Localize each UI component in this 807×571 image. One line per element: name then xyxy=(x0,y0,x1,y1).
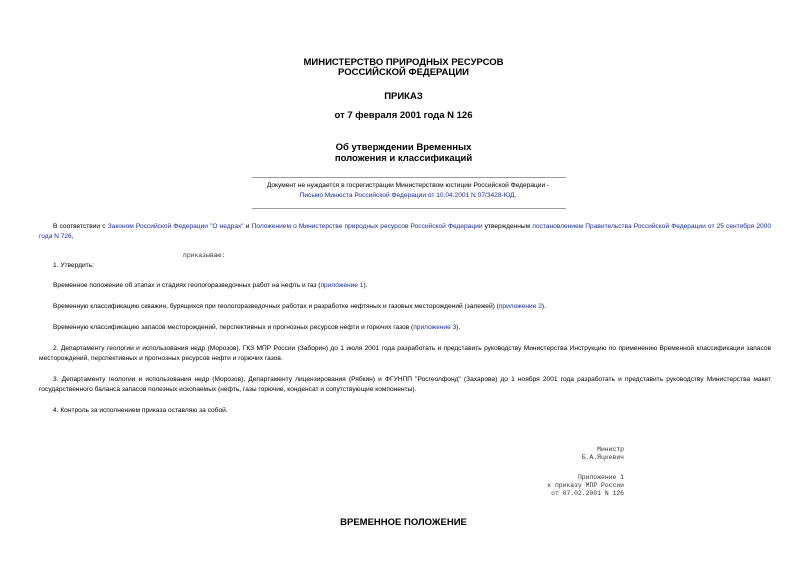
preamble-text-2: и xyxy=(243,223,252,230)
approve-item-3 xyxy=(53,323,460,333)
approve-item-2 xyxy=(53,302,546,312)
approve-item-1 xyxy=(53,281,368,291)
item-1-approve: 1. Утвердить: xyxy=(53,262,94,269)
preamble-text-1: В соответствии с xyxy=(53,223,108,230)
document-title-line1: Об утверждении Временных xyxy=(335,142,472,153)
approve-item-2-end: ). xyxy=(541,303,546,310)
ministry-title-line2: РОССИЙСКОЙ ФЕДЕРАЦИИ xyxy=(337,67,469,78)
signature-position: Министр xyxy=(597,446,624,453)
preamble-text-4: , xyxy=(71,233,74,240)
document-title-line2: положения и классификаций xyxy=(334,153,473,164)
preamble-text-3: утвержденным xyxy=(482,223,533,230)
appendix-ref-line3: от 07.02.2001 N 126 xyxy=(551,490,624,497)
ministry-title-line1: МИНИСТЕРСТВО ПРИРОДНЫХ РЕСУРСОВ xyxy=(303,57,504,68)
appendix-2-link[interactable]: приложение 2 xyxy=(498,303,542,310)
registration-letter-link[interactable]: Письмо Минюста Российской Федерации от 10.04.2001 N 07/3428-ЮД. xyxy=(299,192,517,199)
appendix-ref-line2: к приказу МПР России xyxy=(547,482,624,489)
appendix-3-link[interactable]: приложение 3 xyxy=(413,324,457,331)
approve-item-1-text: Временное положение об этапах и стадиях геологоразведочных работ на нефть и газ ( xyxy=(53,282,321,289)
law-on-subsoil-link[interactable]: Законом Российской Федерации "О недрах" xyxy=(107,223,244,230)
divider-top xyxy=(252,177,566,178)
ministry-regulation-link[interactable]: Положением о Министерстве природных ресурсов Российской Федерации xyxy=(251,223,483,230)
document-type: ПРИКАЗ xyxy=(384,91,423,102)
document-date-number: от 7 февраля 2001 года N 126 xyxy=(334,110,473,121)
registration-note-text: Документ не нуждается в госрегистрации Министерством юстиции Российской Федерации - xyxy=(266,182,550,189)
appendix-1-link[interactable]: приложение 1 xyxy=(320,282,364,289)
order-word: приказываю: xyxy=(183,252,226,259)
government-resolution-link[interactable]: постановлением Правительства Российской Федерации от 25 сентября 2000 года N 726 xyxy=(39,223,771,240)
approve-item-3-text: Временную классификацию запасов месторождений, перспективных и прогнозных ресурсов нефти и горючих газов ( xyxy=(53,324,414,331)
section-title: ВРЕМЕННОЕ ПОЛОЖЕНИЕ xyxy=(340,517,467,528)
approve-item-1-end: ). xyxy=(363,282,368,289)
divider-bottom xyxy=(252,208,566,209)
appendix-ref-line1: Приложение 1 xyxy=(577,474,624,481)
approve-item-3-end: ). xyxy=(456,324,461,331)
signature-name: Б.А.Яцкевич xyxy=(581,454,624,461)
approve-item-2-text: Временную классификацию скважин, бурящихся при геологоразведочных работах и разработке нефтяных и газовых месторождений (залежей) ( xyxy=(53,303,499,310)
paragraph-3: 3. Департаменту геологии и использования недр (Морозов), Департаменту лицензирования (Рябкин) и ФГУНПП "Росгеолфонд" (Захарова) до 1 ноября 2001 года разработать и представить руководству Министерства макет государственного баланса запасов полезных ископаемых (нефть, газы горючие, конденсат и сопутствующие компоненты). xyxy=(39,376,771,393)
paragraph-2: 2. Департаменту геологии и использования недр (Морозов), ГКЗ МПР России (Заборин) до 1 июля 2001 года разработать и представить руководству Министерства Инструкцию по применению Временной классификации запасов месторождений, перспективных и прогнозных ресурсов нефти и горючих газов. xyxy=(39,345,771,362)
paragraph-4: 4. Контроль за исполнением приказа оставляю за собой. xyxy=(53,407,228,414)
preamble-paragraph xyxy=(39,222,771,242)
registration-note-link-wrap xyxy=(230,191,586,201)
